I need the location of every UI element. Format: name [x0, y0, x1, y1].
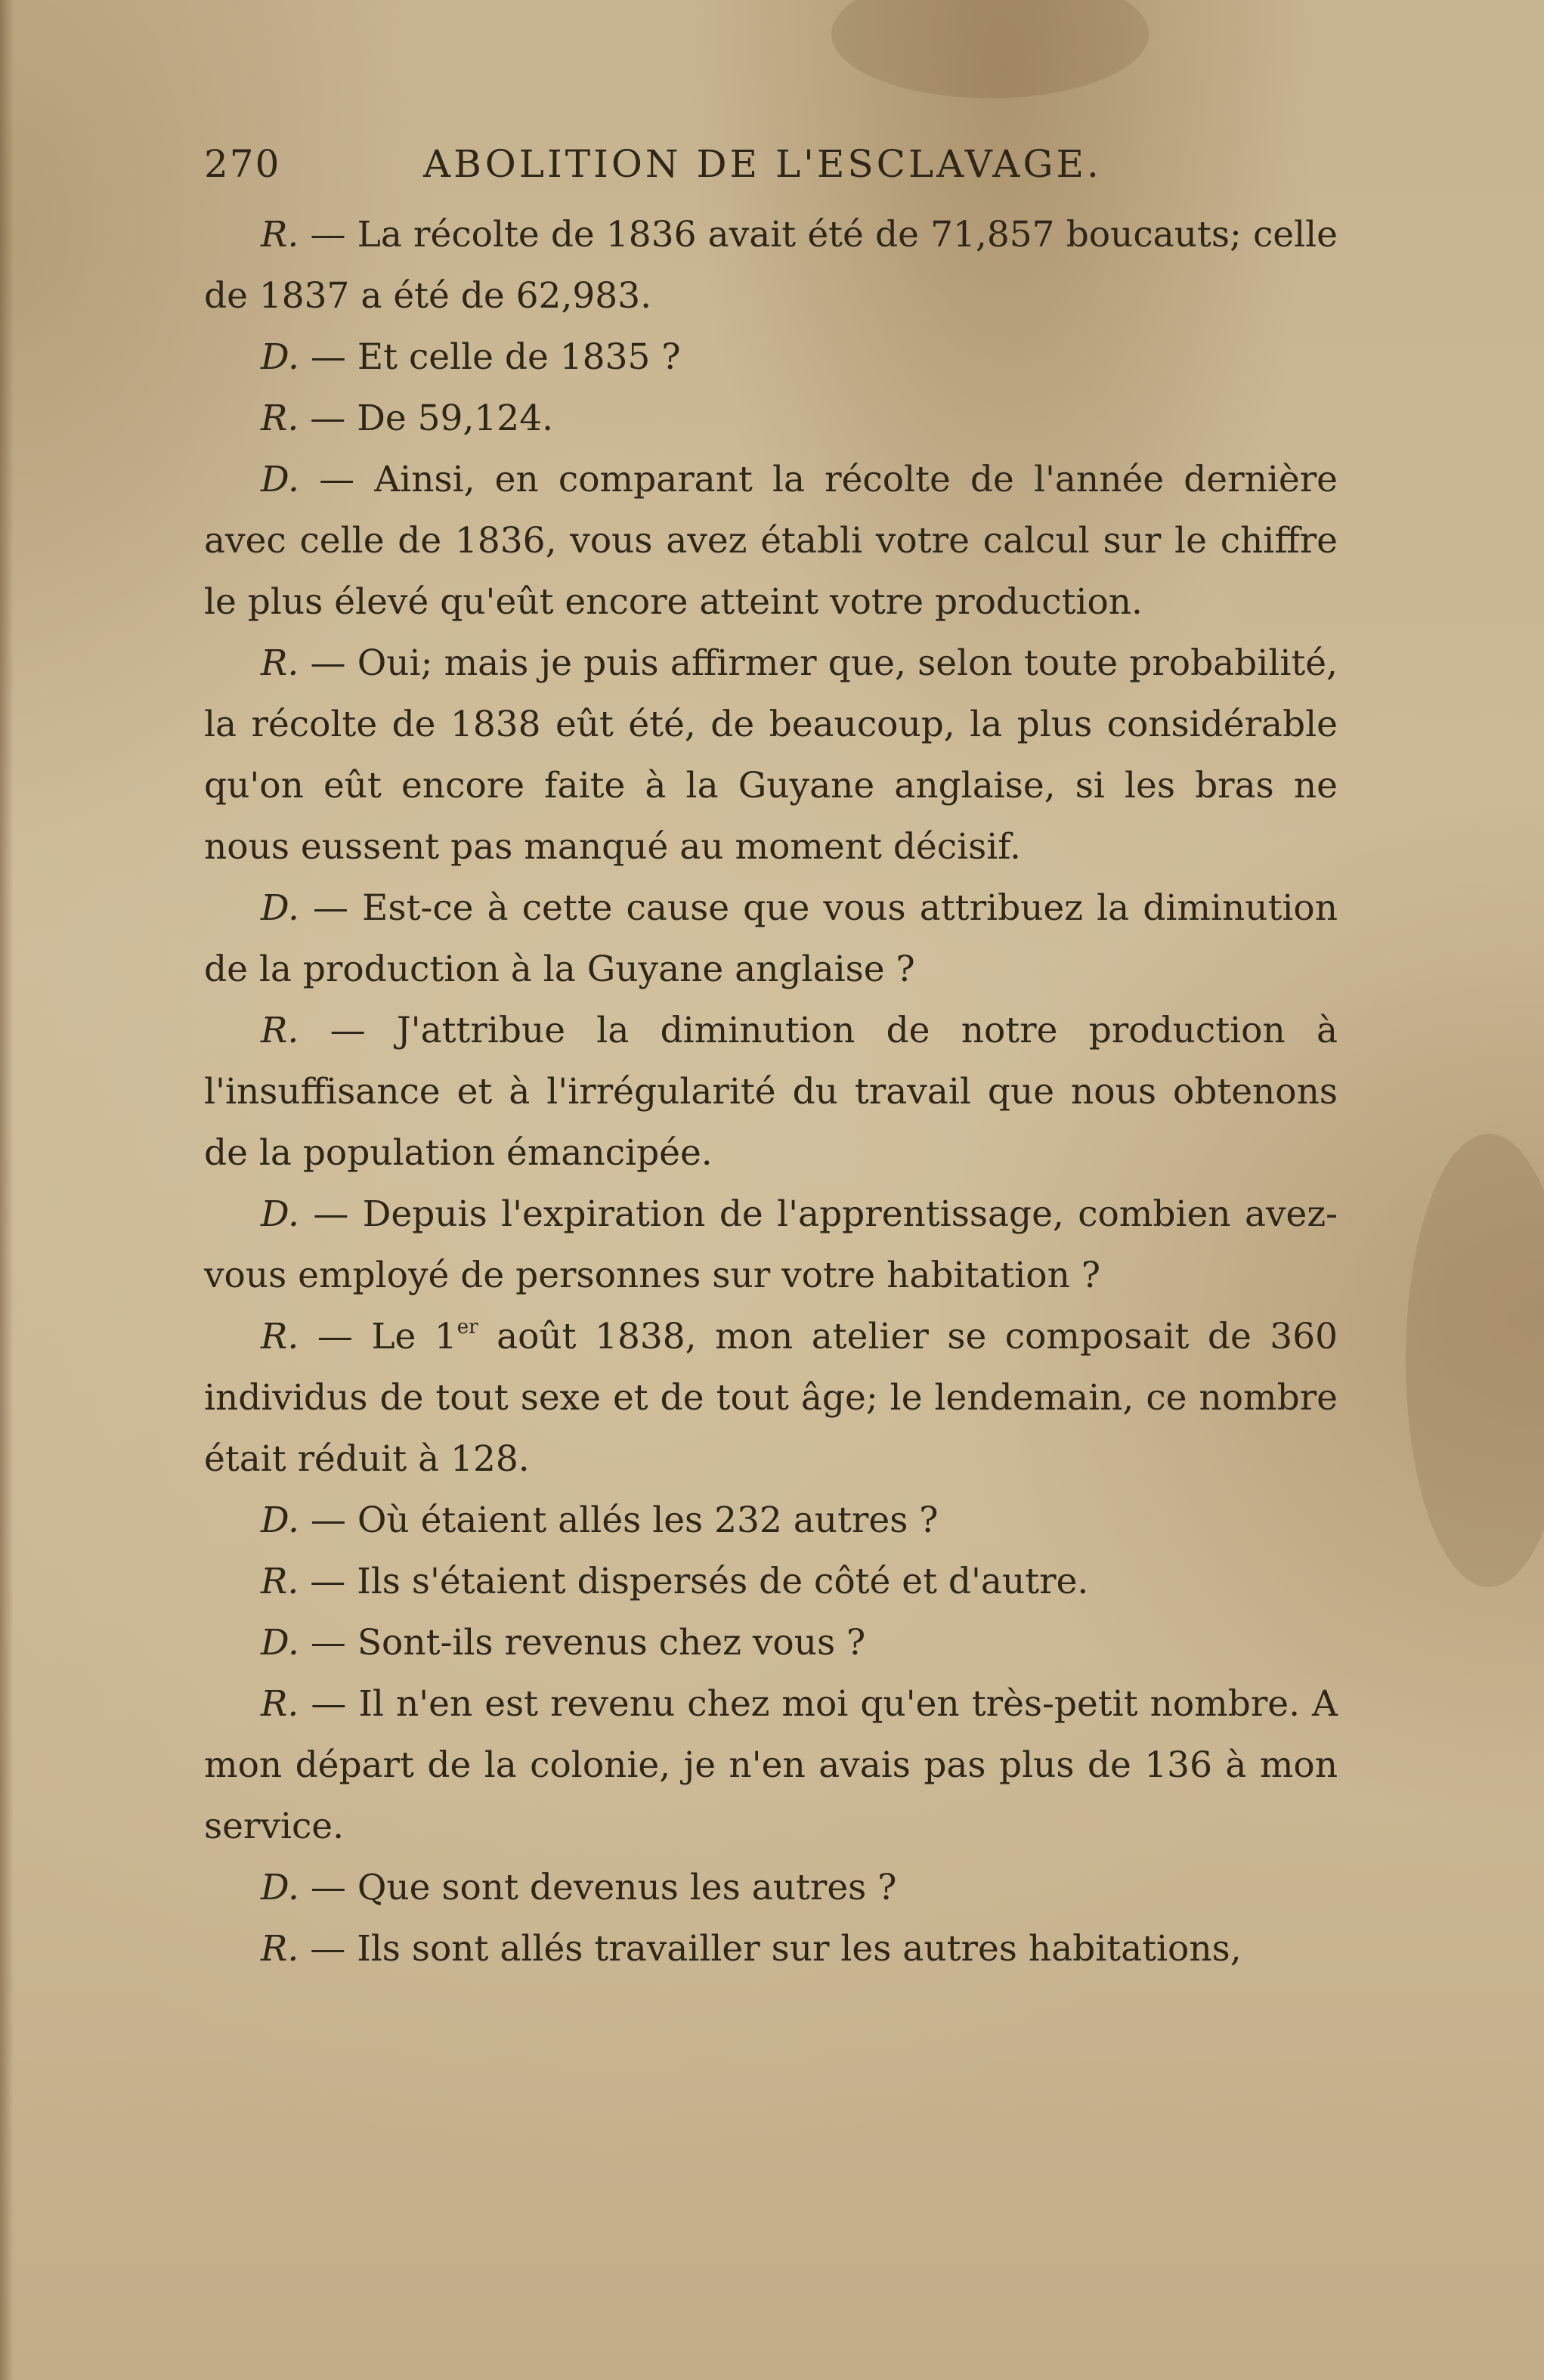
paragraph [204, 327, 1338, 388]
stain-right [1406, 1134, 1544, 1587]
paragraph-text: — J'attribue la diminution de notre production à l'insuffisance et à l'irrégularité du travail que nous obtenons de la population émancipée. [204, 1010, 1338, 1174]
speaker-label: D. [261, 1622, 299, 1664]
speaker-label: R. [261, 1683, 299, 1725]
speaker-label: D. [261, 1193, 299, 1235]
paragraph [204, 1918, 1338, 1979]
paragraph-text: — Depuis l'expiration de l'apprentissage, combien avez-vous employé de personnes sur votre habitation ? [204, 1193, 1338, 1296]
paragraph-text: — De 59,124. [299, 398, 554, 439]
paragraph [204, 877, 1338, 1000]
speaker-label: R. [261, 214, 299, 255]
paragraph-text: — Est-ce à cette cause que vous attribuez la diminution de la production à la Guyane anglaise ? [204, 887, 1338, 990]
paragraph [204, 633, 1338, 877]
paragraph-text: — Où étaient allés les 232 autres ? [299, 1499, 939, 1541]
paragraph [204, 1551, 1338, 1612]
speaker-label: R. [261, 1316, 299, 1357]
speaker-label: D. [261, 459, 299, 500]
speaker-label: D. [261, 1867, 299, 1908]
paragraph [204, 204, 1338, 327]
paragraph [204, 388, 1338, 449]
speaker-label: D. [261, 336, 299, 378]
paragraph [204, 1612, 1338, 1673]
paragraph [204, 1306, 1338, 1490]
speaker-label: R. [261, 1010, 299, 1051]
speaker-label: D. [261, 1499, 299, 1541]
page-edge-shadow [0, 0, 14, 2380]
paragraph [204, 1673, 1338, 1857]
paragraph [204, 1184, 1338, 1306]
paragraph [204, 1857, 1338, 1918]
body-text [204, 204, 1338, 1979]
paragraph-text: — Le 1 [299, 1316, 457, 1357]
paragraph [204, 1000, 1338, 1184]
paragraph [204, 1490, 1338, 1551]
running-title: ABOLITION DE L'ESCLAVAGE. [423, 142, 1102, 186]
paragraph-text: — Sont-ils revenus chez vous ? [299, 1622, 866, 1664]
speaker-label: R. [261, 642, 299, 684]
paragraph [204, 449, 1338, 633]
paragraph-text: — Ainsi, en comparant la récolte de l'année dernière avec celle de 1836, vous avez établi votre calcul sur le chiffre le plus élevé qu'eût encore atteint votre production. [204, 459, 1338, 623]
paragraph-text-continued: août 1838, mon atelier se composait de 360 individus de tout sexe et de tout âge; le lendemain, ce nombre était réduit à 128. [204, 1316, 1338, 1480]
ordinal-superscript: er [456, 1316, 478, 1339]
paragraph-text: — Il n'en est revenu chez moi qu'en très-petit nombre. A mon départ de la colonie, je n'en avais pas plus de 136 à mon service. [204, 1683, 1338, 1847]
speaker-label: R. [261, 1561, 299, 1602]
page-header [204, 142, 1338, 195]
paragraph-text: — Et celle de 1835 ? [299, 336, 681, 378]
paragraph-text: — Ils s'étaient dispersés de côté et d'autre. [299, 1561, 1089, 1602]
page-number: 270 [204, 142, 281, 186]
speaker-label: R. [261, 398, 299, 439]
speaker-label: D. [261, 887, 299, 929]
paragraph-text: — Oui; mais je puis affirmer que, selon toute probabilité, la récolte de 1838 eût été, de beaucoup, la plus considérable qu'on eût encore faite à la Guyane anglaise, si les bras ne nous eussent pas manqué au moment décisif. [204, 642, 1338, 868]
paragraph-text: — La récolte de 1836 avait été de 71,857 boucauts; celle de 1837 a été de 62,983. [204, 214, 1338, 317]
paragraph-text: — Ils sont allés travailler sur les autres habitations, [299, 1928, 1242, 1970]
stain-top [831, 0, 1149, 98]
paragraph-text: — Que sont devenus les autres ? [299, 1867, 897, 1908]
speaker-label: R. [261, 1928, 299, 1970]
